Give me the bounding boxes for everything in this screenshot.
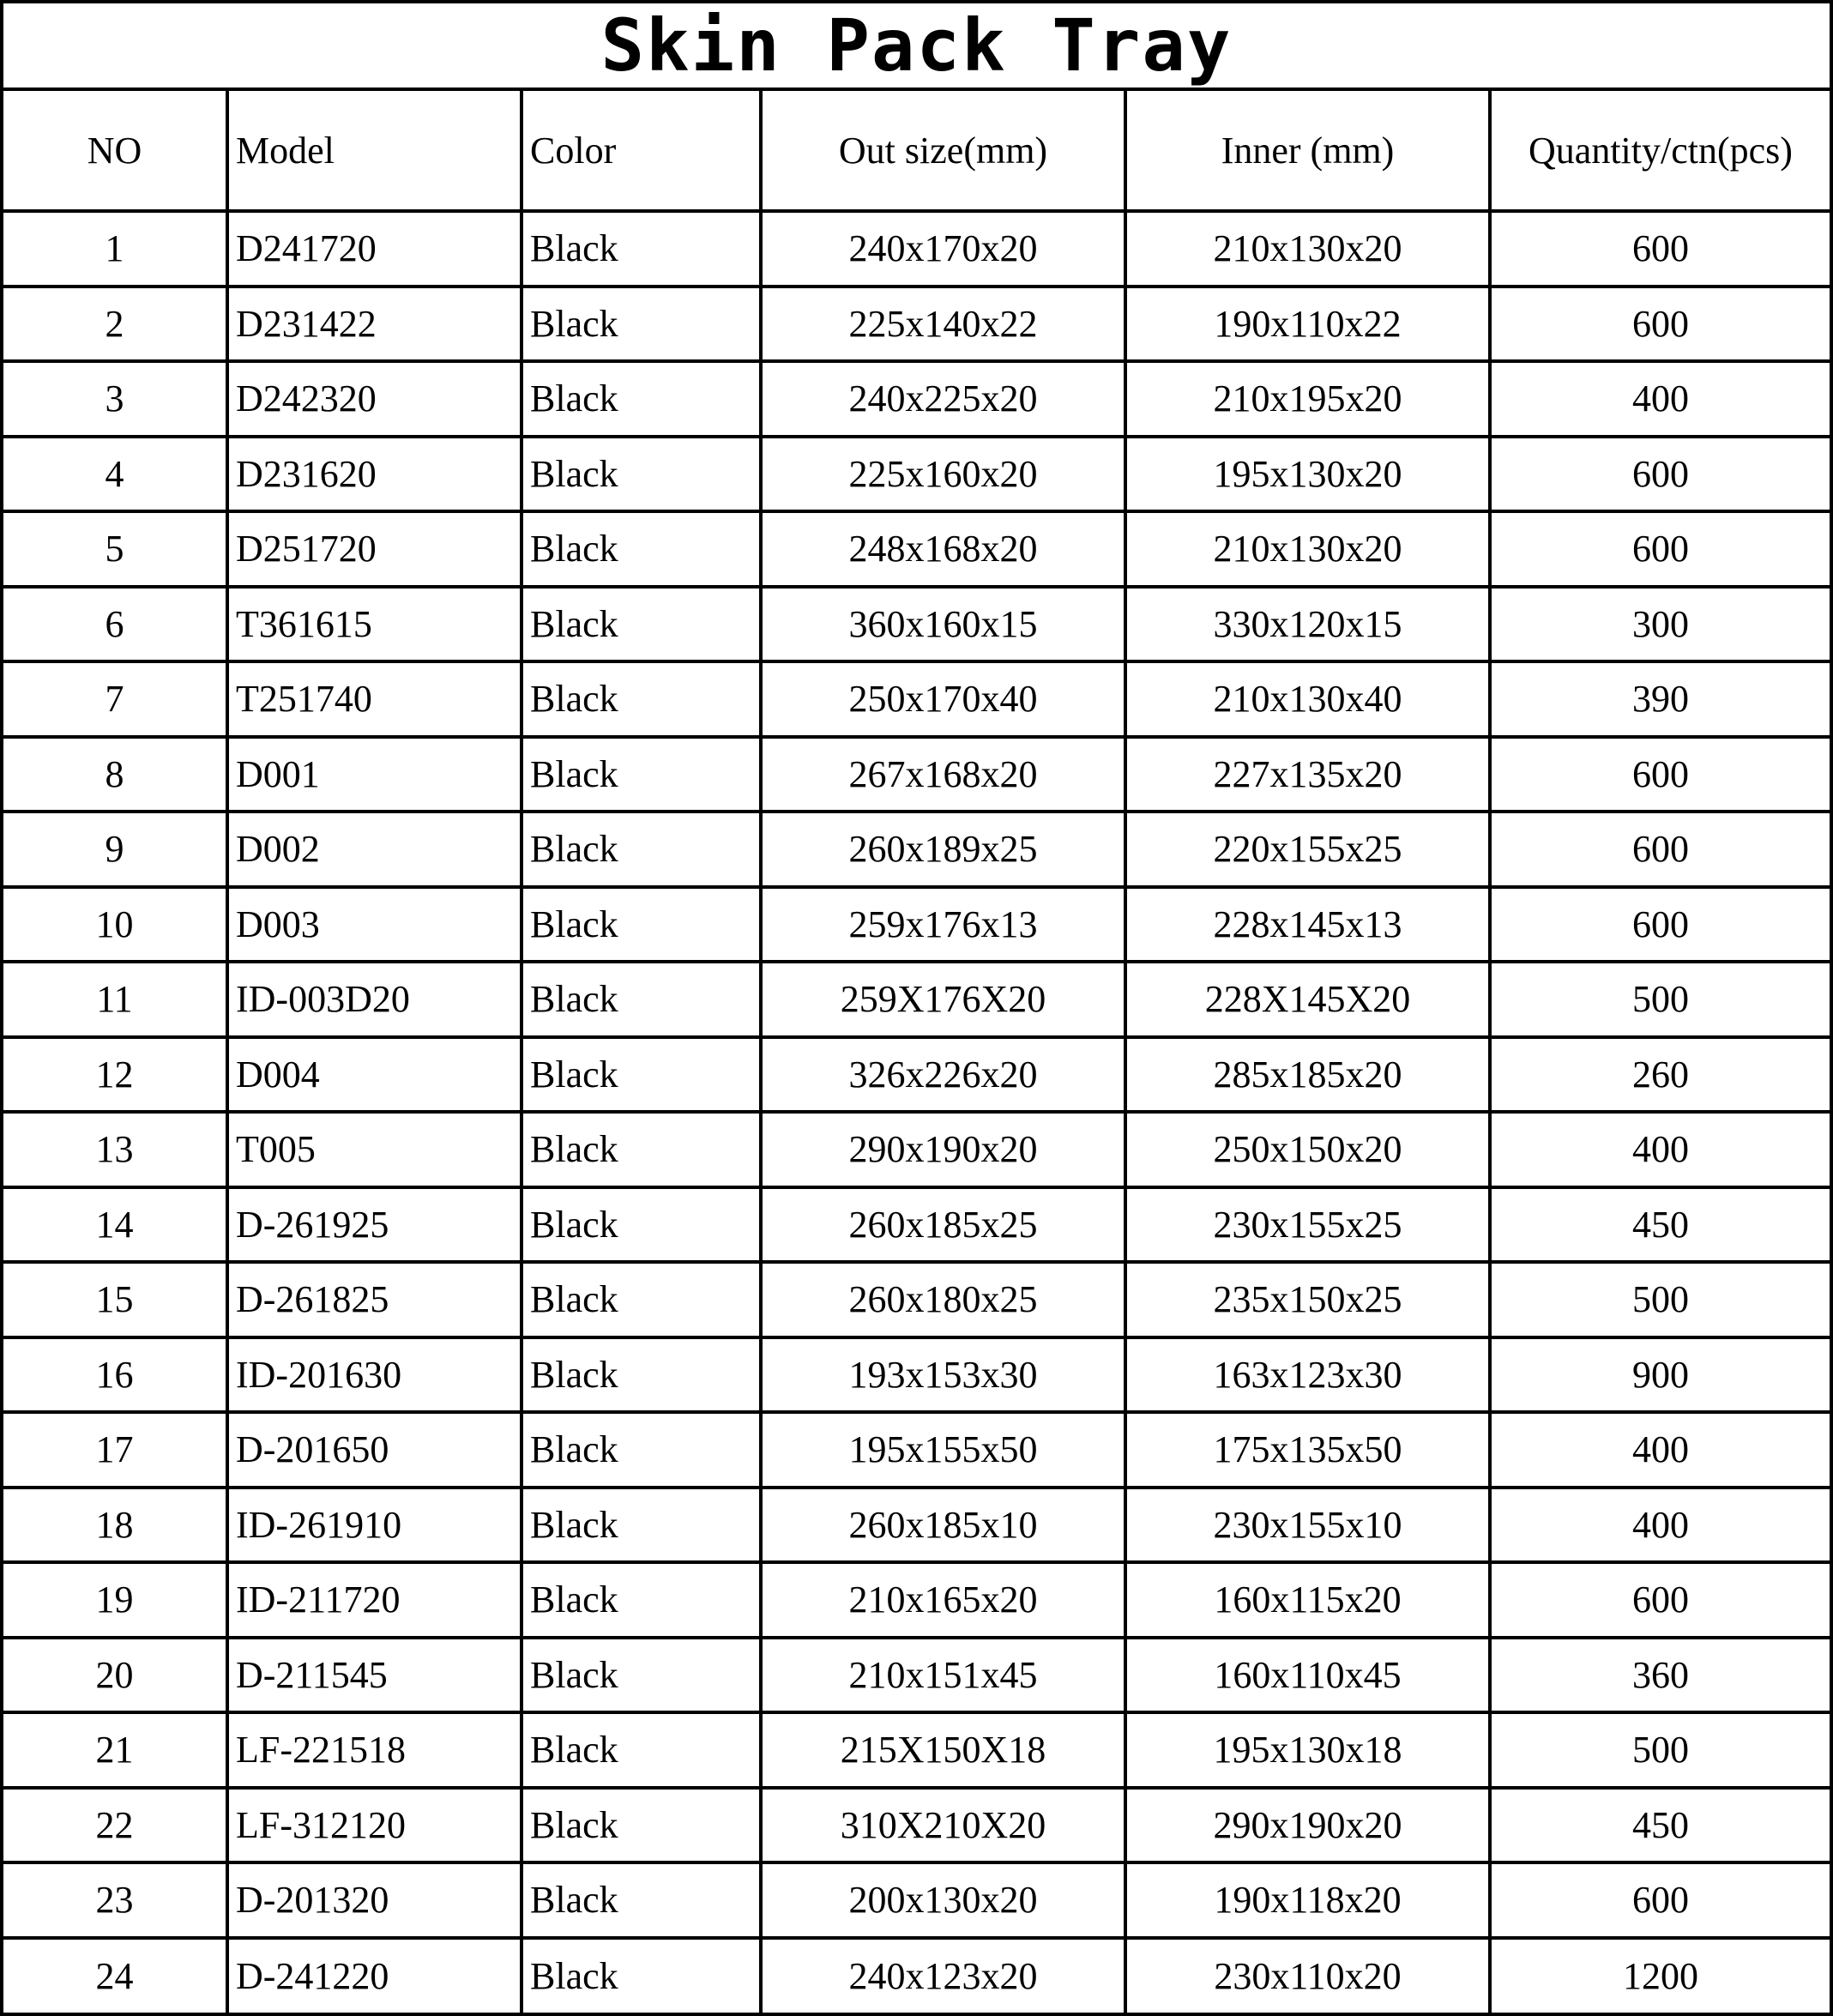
cell-quantity: 600 [1490,511,1830,587]
cell-quantity: 260 [1490,1037,1830,1113]
cell-no: 4 [3,437,227,512]
table-row [3,1562,1830,1638]
cell-no: 8 [3,737,227,812]
table-row [3,1337,1830,1413]
cell-inner: 195x130x18 [1125,1712,1490,1788]
cell-color: Black [522,1788,761,1863]
cell-no: 12 [3,1037,227,1113]
cell-model: D251720 [227,511,522,587]
cell-model: D003 [227,887,522,963]
table-row [3,1712,1830,1788]
cell-inner: 163x123x30 [1125,1337,1490,1413]
cell-no: 15 [3,1262,227,1337]
cell-model: D001 [227,737,522,812]
cell-inner: 227x135x20 [1125,737,1490,812]
cell-out-size: 260x185x25 [761,1187,1125,1263]
cell-quantity: 600 [1490,1862,1830,1938]
cell-quantity: 400 [1490,1488,1830,1563]
cell-model: D-211545 [227,1638,522,1713]
cell-quantity: 450 [1490,1187,1830,1263]
cell-inner: 220x155x25 [1125,812,1490,887]
cell-inner: 210x130x20 [1125,511,1490,587]
cell-quantity: 600 [1490,737,1830,812]
table-row [3,587,1830,662]
table-row [3,1412,1830,1488]
cell-inner: 250x150x20 [1125,1112,1490,1187]
cell-inner: 330x120x15 [1125,587,1490,662]
cell-no: 1 [3,211,227,287]
cell-no: 7 [3,661,227,737]
cell-no: 19 [3,1562,227,1638]
cell-model: T361615 [227,587,522,662]
cell-color: Black [522,361,761,437]
cell-quantity: 400 [1490,1412,1830,1488]
cell-color: Black [522,1862,761,1938]
header-model: Model [227,91,522,211]
cell-inner: 210x195x20 [1125,361,1490,437]
cell-out-size: 326x226x20 [761,1037,1125,1113]
table-row [3,211,1830,287]
cell-no: 16 [3,1337,227,1413]
cell-quantity: 600 [1490,1562,1830,1638]
cell-out-size: 200x130x20 [761,1862,1125,1938]
cell-quantity: 500 [1490,1712,1830,1788]
cell-out-size: 260x185x10 [761,1488,1125,1563]
cell-model: ID-261910 [227,1488,522,1563]
cell-quantity: 300 [1490,587,1830,662]
cell-model: D241720 [227,211,522,287]
cell-inner: 285x185x20 [1125,1037,1490,1113]
cell-out-size: 267x168x20 [761,737,1125,812]
cell-model: D004 [227,1037,522,1113]
cell-inner: 290x190x20 [1125,1788,1490,1863]
cell-no: 17 [3,1412,227,1488]
cell-model: LF-312120 [227,1788,522,1863]
cell-out-size: 250x170x40 [761,661,1125,737]
header-row [3,91,1830,211]
cell-inner: 235x150x25 [1125,1262,1490,1337]
cell-quantity: 390 [1490,661,1830,737]
cell-model: LF-221518 [227,1712,522,1788]
table-row [3,511,1830,587]
cell-no: 3 [3,361,227,437]
cell-out-size: 215X150X18 [761,1712,1125,1788]
cell-inner: 230x110x20 [1125,1938,1490,2013]
cell-quantity: 400 [1490,361,1830,437]
cell-out-size: 290x190x20 [761,1112,1125,1187]
cell-out-size: 259X176X20 [761,962,1125,1037]
cell-inner: 175x135x50 [1125,1412,1490,1488]
cell-out-size: 248x168x20 [761,511,1125,587]
cell-inner: 190x110x22 [1125,287,1490,362]
cell-color: Black [522,661,761,737]
header-quantity: Quantity/ctn(pcs) [1490,91,1830,211]
cell-model: D-201650 [227,1412,522,1488]
table-row [3,812,1830,887]
cell-inner: 160x110x45 [1125,1638,1490,1713]
cell-inner: 230x155x10 [1125,1488,1490,1563]
table-body [3,211,1830,2013]
table-row [3,1037,1830,1113]
cell-quantity: 360 [1490,1638,1830,1713]
cell-color: Black [522,737,761,812]
cell-out-size: 360x160x15 [761,587,1125,662]
header-no: NO [3,91,227,211]
cell-color: Black [522,211,761,287]
table-row [3,1638,1830,1713]
cell-color: Black [522,1112,761,1187]
cell-out-size: 210x151x45 [761,1638,1125,1713]
cell-color: Black [522,1262,761,1337]
cell-quantity: 600 [1490,211,1830,287]
cell-color: Black [522,1638,761,1713]
table-row [3,661,1830,737]
cell-color: Black [522,587,761,662]
cell-color: Black [522,287,761,362]
table-row [3,1862,1830,1938]
cell-quantity: 600 [1490,287,1830,362]
cell-no: 13 [3,1112,227,1187]
cell-color: Black [522,1562,761,1638]
cell-no: 23 [3,1862,227,1938]
cell-out-size: 225x160x20 [761,437,1125,512]
table-row [3,1112,1830,1187]
cell-no: 10 [3,887,227,963]
cell-quantity: 600 [1490,437,1830,512]
cell-out-size: 225x140x22 [761,287,1125,362]
cell-quantity: 500 [1490,962,1830,1037]
cell-color: Black [522,1488,761,1563]
cell-no: 21 [3,1712,227,1788]
cell-out-size: 240x123x20 [761,1938,1125,2013]
table-row [3,437,1830,512]
cell-color: Black [522,1712,761,1788]
cell-out-size: 260x189x25 [761,812,1125,887]
cell-inner: 195x130x20 [1125,437,1490,512]
cell-quantity: 1200 [1623,1954,1698,1997]
cell-quantity: 450 [1490,1788,1830,1863]
cell-inner: 228X145X20 [1125,962,1490,1037]
cell-model: ID-211720 [227,1562,522,1638]
spec-table [3,91,1830,2013]
cell-model: D231422 [227,287,522,362]
cell-inner: 228x145x13 [1125,887,1490,963]
cell-model: T005 [227,1112,522,1187]
cell-out-size: 240x225x20 [761,361,1125,437]
cell-model: D231620 [227,437,522,512]
cell-out-size: 240x170x20 [761,211,1125,287]
cell-no: 14 [3,1187,227,1263]
cell-model: ID-201630 [227,1337,522,1413]
cell-quantity: 900 [1490,1337,1830,1413]
cell-color: Black [522,887,761,963]
cell-quantity: 600 [1490,812,1830,887]
cell-model: D-201320 [227,1862,522,1938]
cell-model: D-241220 [227,1938,522,2013]
cell-inner: 210x130x20 [1125,211,1490,287]
cell-model: T251740 [227,661,522,737]
cell-color: Black [522,437,761,512]
cell-color: Black [522,1037,761,1113]
table-row [3,1262,1830,1337]
cell-no: 6 [3,587,227,662]
table-row [3,962,1830,1037]
cell-color: Black [522,962,761,1037]
header-color: Color [522,91,761,211]
cell-no: 24 [3,1938,227,2013]
cell-model: D242320 [227,361,522,437]
table-row [3,361,1830,437]
cell-quantity: 400 [1490,1112,1830,1187]
cell-no: 22 [3,1788,227,1863]
cell-out-size: 195x155x50 [761,1412,1125,1488]
cell-no: 18 [3,1488,227,1563]
cell-inner: 210x130x40 [1125,661,1490,737]
cell-out-size: 310X210X20 [761,1788,1125,1863]
page-title: Skin Pack Tray [600,3,1233,88]
cell-model: D-261925 [227,1187,522,1263]
cell-model: ID-003D20 [227,962,522,1037]
table-row [3,1938,1830,2013]
cell-out-size: 259x176x13 [761,887,1125,963]
cell-no: 5 [3,511,227,587]
cell-inner: 160x115x20 [1125,1562,1490,1638]
cell-model: D002 [227,812,522,887]
table-row [3,1788,1830,1863]
cell-no: 9 [3,812,227,887]
table-row [3,887,1830,963]
cell-color: Black [522,812,761,887]
cell-color: Black [522,1412,761,1488]
cell-color: Black [522,1337,761,1413]
table-row [3,1187,1830,1263]
table-row [3,737,1830,812]
cell-out-size: 210x165x20 [761,1562,1125,1638]
cell-out-size: 260x180x25 [761,1262,1125,1337]
header-inner: Inner (mm) [1125,91,1490,211]
cell-inner: 230x155x25 [1125,1187,1490,1263]
cell-quantity: 500 [1490,1262,1830,1337]
cell-no: 20 [3,1638,227,1713]
header-out-size: Out size(mm) [761,91,1125,211]
cell-out-size: 193x153x30 [761,1337,1125,1413]
cell-inner: 190x118x20 [1125,1862,1490,1938]
title-bar [3,3,1830,91]
cell-quantity: 600 [1490,887,1830,963]
cell-color: Black [522,1187,761,1263]
table-row [3,1488,1830,1563]
cell-color: Black [522,1938,761,2013]
table-row [3,287,1830,362]
cell-no: 11 [3,962,227,1037]
cell-no: 2 [3,287,227,362]
cell-color: Black [522,511,761,587]
cell-model: D-261825 [227,1262,522,1337]
